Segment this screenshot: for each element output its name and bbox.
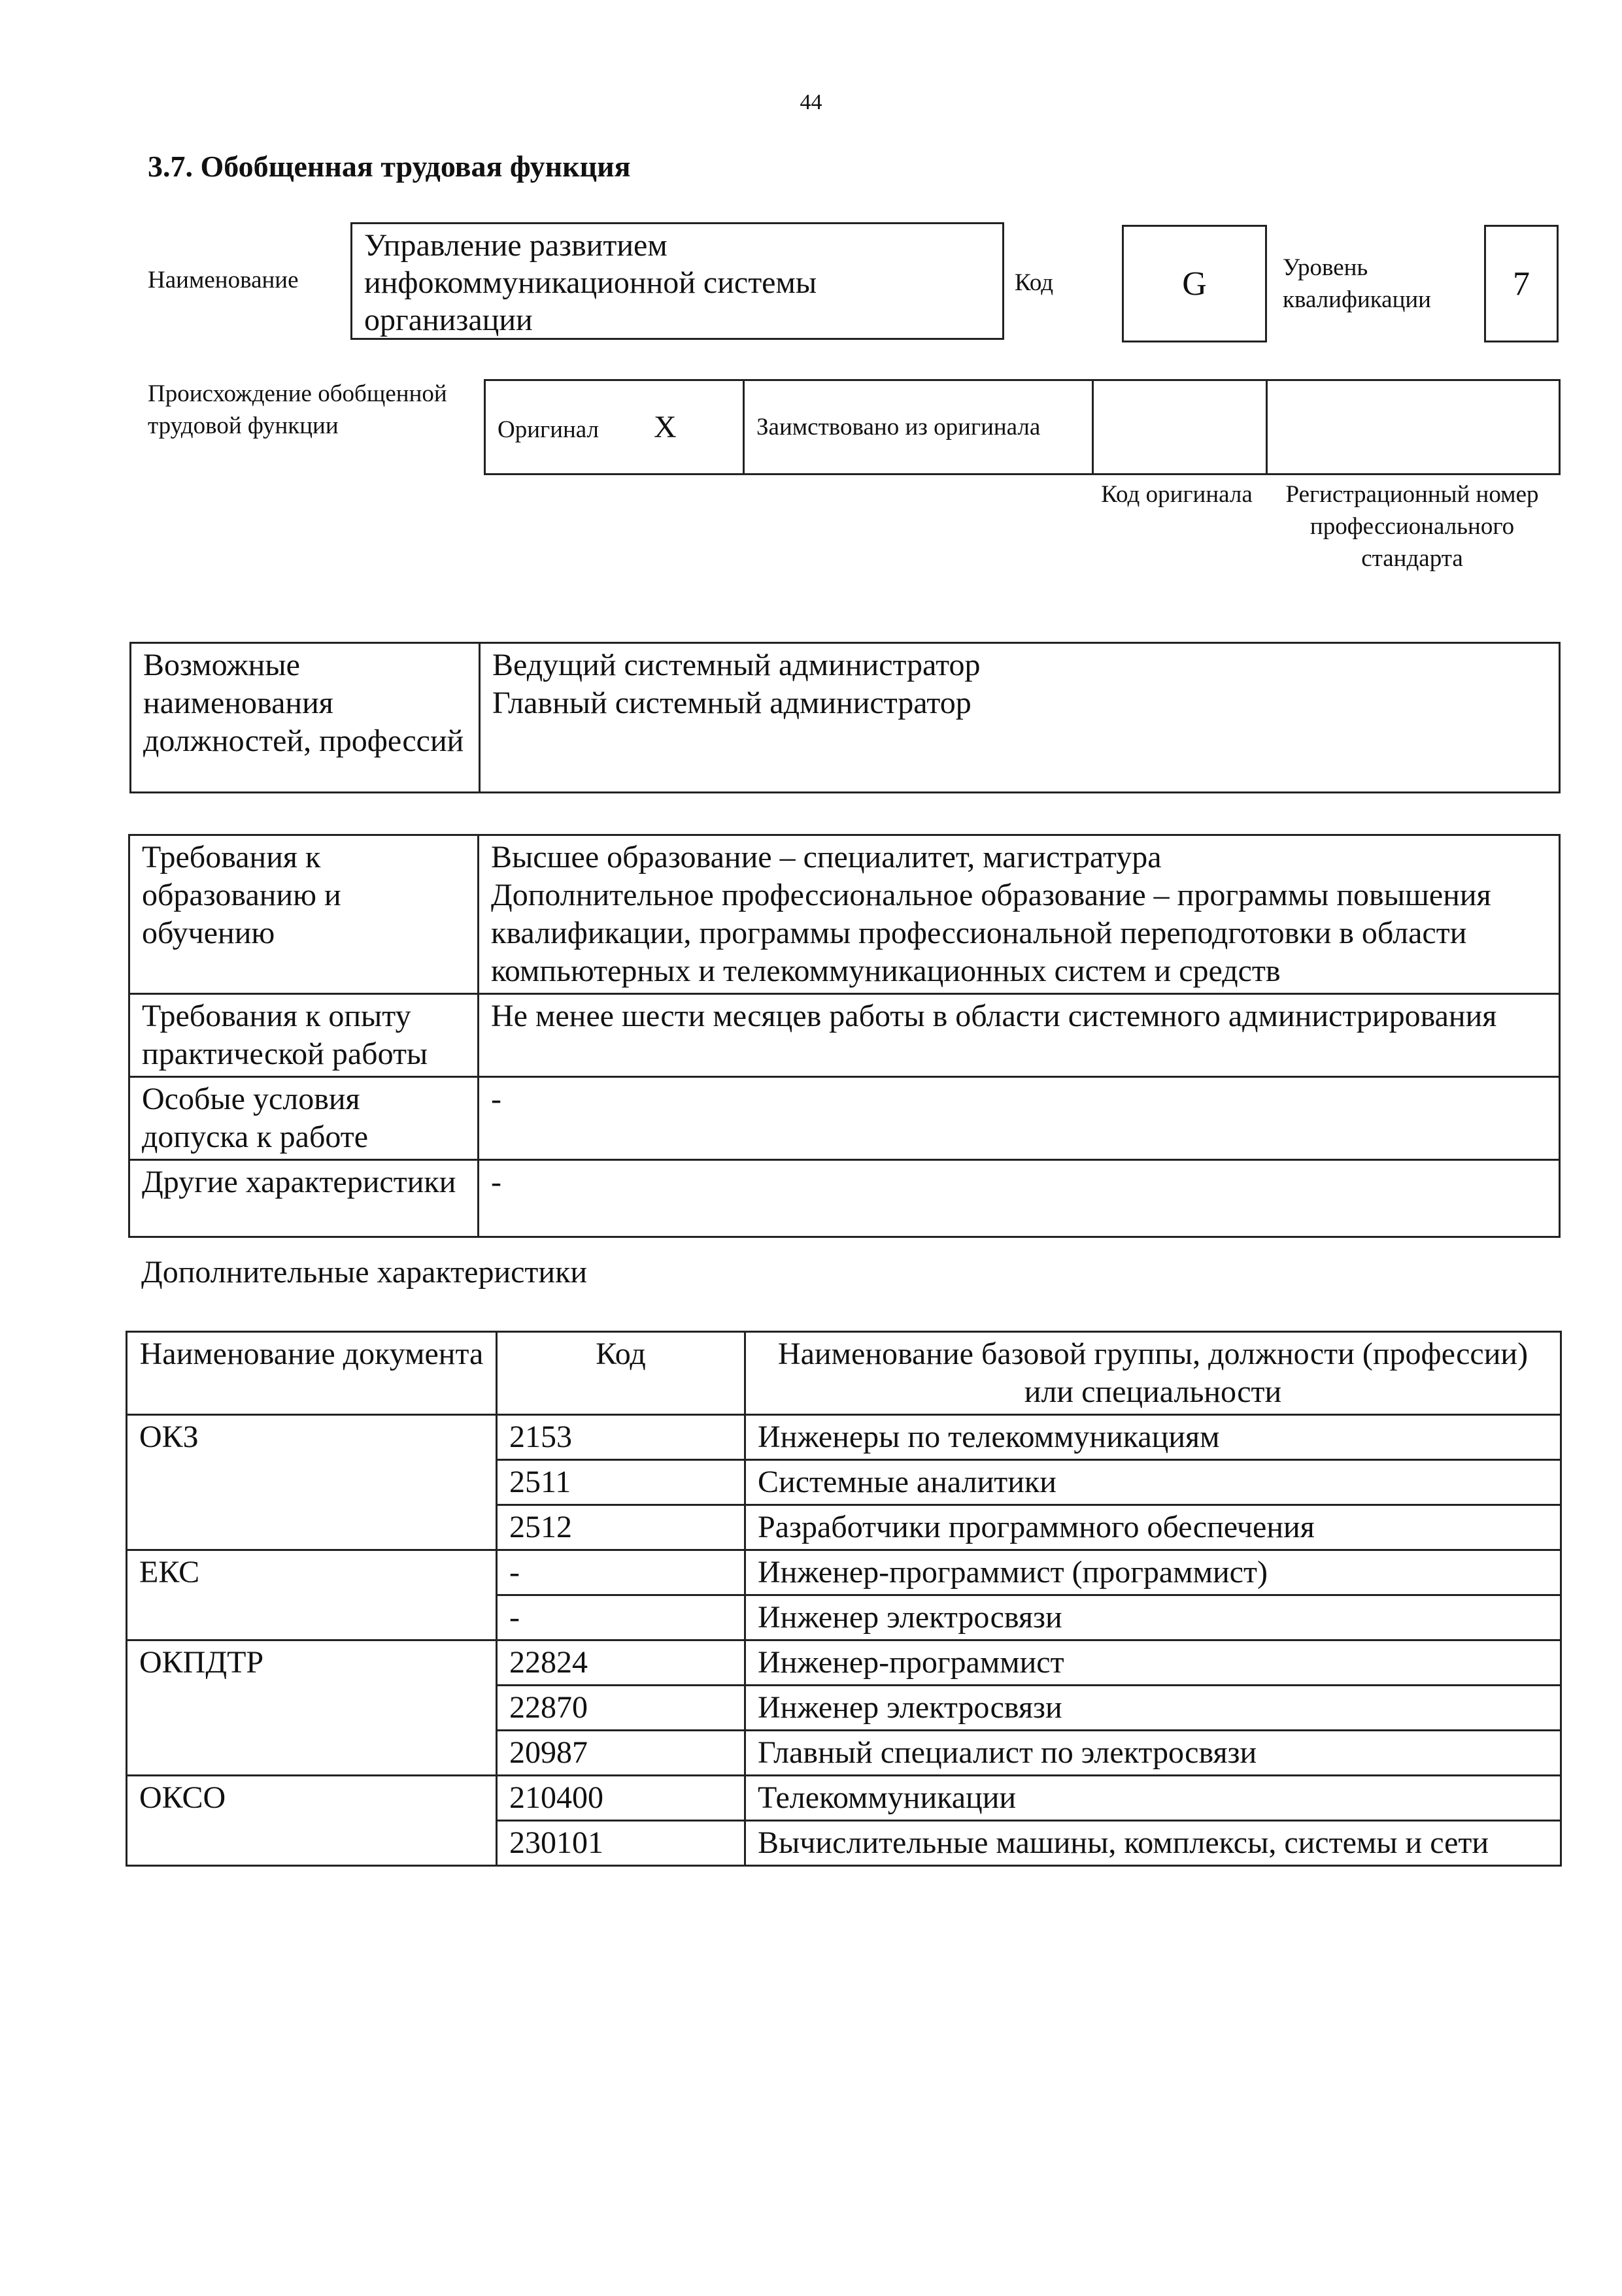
positions-label: Возможные наименования должностей, профессий: [131, 643, 480, 793]
name-cell: Инженер-программист: [745, 1640, 1561, 1686]
additional-title: Дополнительные характеристики: [141, 1255, 588, 1289]
requirement-label: Требования к опыту практической работы: [129, 994, 479, 1077]
requirement-value: [479, 1160, 1560, 1237]
positions-table: [129, 642, 1561, 793]
code-cell: -: [497, 1550, 745, 1595]
code-cell: 22824: [497, 1640, 745, 1686]
doc-cell: ОКПДТР: [127, 1640, 497, 1776]
code-value: G: [1182, 265, 1207, 303]
requirement-label: Особые условия допуска к работе: [129, 1077, 479, 1160]
requirement-label: Требования к образованию и обучению: [129, 835, 479, 994]
level-value: 7: [1513, 265, 1530, 303]
name-value-box: [350, 222, 1004, 340]
code-value-box: [1122, 225, 1267, 342]
requirement-line: -: [491, 1082, 501, 1116]
requirement-line: Не менее шести месяцев работы в области системного администрирования: [491, 999, 1497, 1033]
name-cell: Телекоммуникации: [745, 1776, 1561, 1821]
doc-cell: ОКЗ: [127, 1415, 497, 1550]
original-label: Оригинал: [498, 416, 600, 443]
requirement-line: Дополнительное профессиональное образование – программы повышения квалификации, программы профессиональной переподготовки в области компьютерных и телекоммуникационных систем и средств: [491, 878, 1491, 988]
requirement-label: Другие характеристики: [129, 1160, 479, 1237]
column-header: Код: [497, 1332, 745, 1415]
code-original-cell: [1093, 380, 1267, 474]
borrowed-cell: [744, 380, 1093, 474]
code-label: Код: [1015, 269, 1054, 296]
origin-label: Происхождение обобщенной трудовой функции: [148, 380, 447, 439]
additional-table: [126, 1331, 1562, 1867]
doc-cell: ЕКС: [127, 1550, 497, 1640]
borrowed-label: Заимствовано из оригинала: [756, 414, 1041, 441]
reg-number-cell: [1267, 380, 1560, 474]
name-label: Наименование: [148, 267, 299, 293]
doc-cell: ОКСО: [127, 1776, 497, 1866]
position-item: Ведущий системный администратор: [492, 648, 981, 682]
code-cell: 2153: [497, 1415, 745, 1460]
code-cell: 22870: [497, 1686, 745, 1731]
position-item: Главный системный администратор: [492, 686, 972, 720]
requirements-table: [128, 834, 1561, 1238]
name-cell: Инженер-программист (программист): [745, 1550, 1561, 1595]
reg-number-caption: Регистрационный номер профессионального стандарта: [1285, 481, 1539, 572]
code-cell: 2511: [497, 1460, 745, 1505]
name-cell: Разработчики программного обеспечения: [745, 1505, 1561, 1550]
requirement-line: -: [491, 1165, 501, 1199]
column-header: Наименование документа: [127, 1332, 497, 1415]
code-cell: 20987: [497, 1731, 745, 1776]
level-label: Уровень квалификации: [1283, 254, 1431, 313]
code-cell: 210400: [497, 1776, 745, 1821]
code-cell: -: [497, 1595, 745, 1640]
original-cell: [485, 380, 744, 474]
requirement-line: Высшее образование – специалитет, магистратура: [491, 840, 1162, 874]
requirement-value: [479, 835, 1560, 994]
requirement-value: [479, 994, 1560, 1077]
code-original-caption: Код оригинала: [1101, 481, 1253, 508]
name-cell: Инженер электросвязи: [745, 1686, 1561, 1731]
requirement-value: [479, 1077, 1560, 1160]
name-cell: Главный специалист по электросвязи: [745, 1731, 1561, 1776]
name-cell: Вычислительные машины, комплексы, системы и сети: [745, 1821, 1561, 1866]
page-number: 44: [800, 90, 822, 114]
section-title: 3.7. Обобщенная трудовая функция: [148, 150, 631, 183]
origin-table: [484, 379, 1561, 475]
positions-values: [480, 643, 1560, 793]
name-cell: Системные аналитики: [745, 1460, 1561, 1505]
name-value: Управление развитием инфокоммуникационной системы организации: [364, 228, 817, 337]
code-cell: 2512: [497, 1505, 745, 1550]
column-header: Наименование базовой группы, должности (профессии) или специальности: [745, 1332, 1561, 1415]
original-mark: X: [654, 409, 677, 444]
code-cell: 230101: [497, 1821, 745, 1866]
name-cell: Инженер электросвязи: [745, 1595, 1561, 1640]
name-cell: Инженеры по телекоммуникациям: [745, 1415, 1561, 1460]
level-value-box: [1484, 225, 1559, 342]
